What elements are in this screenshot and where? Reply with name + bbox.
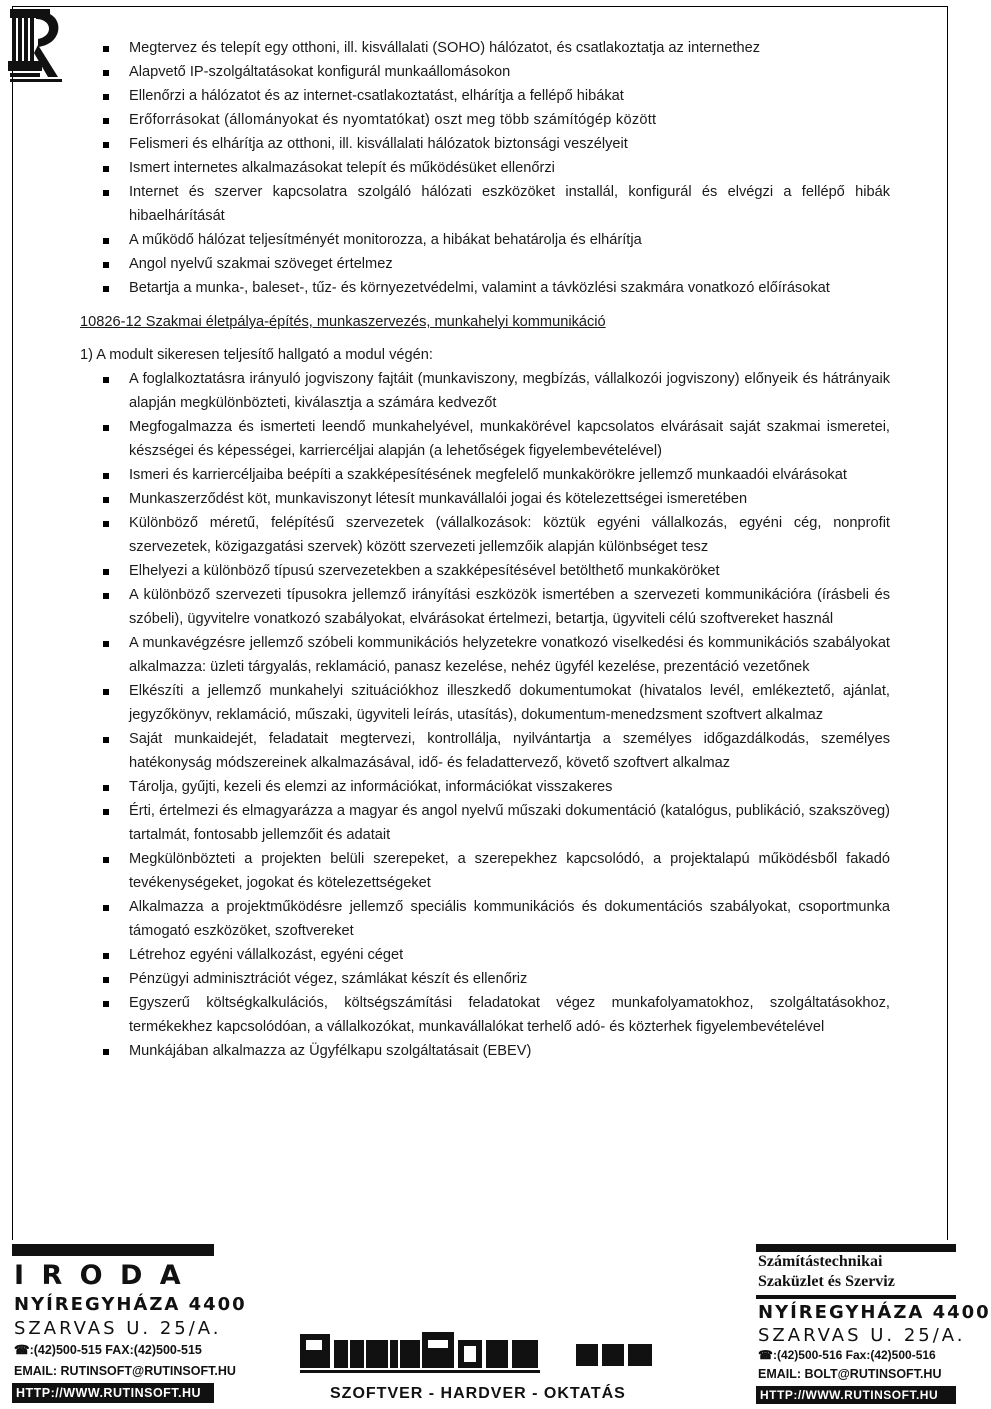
list-item: Elhelyezi a különböző típusú szervezetekben a szakképesítésével betölthető munkaköröket bbox=[80, 559, 890, 583]
list-item: Megfogalmazza és ismerteti leendő munkahelyével, munkakörével kapcsolatos elvárásait saját szakmai ismeretei, készségei és képességei, karriercéljai alapján (a lehetőségek figyelembevételével) bbox=[80, 415, 890, 463]
list-item: Ismert internetes alkalmazásokat telepít és működésüket ellenőrzi bbox=[80, 156, 890, 180]
list-item: Elkészíti a jellemző munkahelyi szituációkhoz illeszkedő dokumentumokat (hivatalos levél, emlékeztető, ajánlat, jegyzőkönyv, reklamáció, műszaki, ügyviteli leírás, utasítás), dokumentum-menedzsment szoftvert alkalmaz bbox=[80, 679, 890, 727]
list-item: Érti, értelmezi és elmagyarázza a magyar és angol nyelvű műszaki dokumentáció (katalógus, publikáció, szakszöveg) tartalmát, fontosabb jellemzőit és adatait bbox=[80, 799, 890, 847]
list-item: Saját munkaidejét, feladatait megtervezi, kontrollálja, nyilvántartja a személyes időgazdálkodás, személyes hatékonyság módszereinek alkalmazásával, idő- és feladattervező, követő szoftvert alkalmaz bbox=[80, 727, 890, 775]
list-item: Létrehoz egyéni vállalkozást, egyéni céget bbox=[80, 943, 890, 967]
list-item: Tárolja, gyűjti, kezeli és elemzi az információkat, információkat visszakeres bbox=[80, 775, 890, 799]
footer-left-title: I R O D A bbox=[14, 1260, 185, 1291]
list-item: Pénzügyi adminisztrációt végez, számlákat készít és ellenőriz bbox=[80, 967, 890, 991]
list-item: Angol nyelvű szakmai szöveget értelmez bbox=[80, 252, 890, 276]
list-item: A működő hálózat teljesítményét monitorozza, a hibákat behatárolja és elhárítja bbox=[80, 228, 890, 252]
footer-left-web: HTTP://WWW.RUTINSOFT.HU bbox=[12, 1383, 214, 1403]
footer-tagline: SZOFTVER - HARDVER - OKTATÁS bbox=[330, 1385, 626, 1402]
footer-left-street: SZARVAS U. 25/A. bbox=[14, 1318, 222, 1339]
list-item: Alapvető IP-szolgáltatásokat konfigurál munkaállomásokon bbox=[80, 60, 890, 84]
module-intro: 1) A modult sikeresen teljesítő hallgató a modul végén: bbox=[80, 347, 433, 363]
list-item: Ismeri és karriercéljaiba beépíti a szakképesítésének megfelelő munkakörökre jellemző munkaadói elvárásokat bbox=[80, 463, 890, 487]
footer-right-title-1: Számítástechnikai bbox=[758, 1253, 883, 1270]
footer-right-title-2: Szaküzlet és Szerviz bbox=[758, 1273, 895, 1290]
list-item: A munkavégzésre jellemző szóbeli kommunikációs helyzetekre vonatkozó viselkedési és kommunikációs szabályokat alkalmazza: üzleti tárgyalás, reklamáció, panasz kezelése, nehéz ügyfél kezelése, prezentáció vezetőnek bbox=[80, 631, 890, 679]
module-bullet-list bbox=[80, 367, 890, 1063]
footer-left-city: NYÍREGYHÁZA 4400 bbox=[14, 1294, 247, 1315]
footer-left-top-bar bbox=[12, 1244, 214, 1256]
letterhead-footer bbox=[0, 1240, 991, 1409]
list-item: Internet és szerver kapcsolatra szolgáló hálózati eszközöket installál, konfigurál és elvégzi a fellépő hibák hibaelhárítását bbox=[80, 180, 890, 228]
footer-right-street: SZARVAS U. 25/A. bbox=[758, 1325, 966, 1346]
rutinsoft-wordmark bbox=[300, 1328, 660, 1384]
page-frame-right bbox=[947, 6, 948, 1240]
section-heading: 10826-12 Szakmai életpálya-építés, munkaszervezés, munkahelyi kommunikáció bbox=[80, 314, 606, 330]
list-item: Alkalmazza a projektműködésre jellemző speciális kommunikációs és dokumentációs szabályokat, csoportmunka támogató eszközöket, szoftvereket bbox=[80, 895, 890, 943]
company-logo bbox=[8, 3, 66, 85]
list-item: Ellenőrzi a hálózatot és az internet-csatlakoztatást, elhárítja a fellépő hibákat bbox=[80, 84, 890, 108]
list-item: Megkülönbözteti a projekten belüli szerepeket, a szerepekhez kapcsolódó, a projektalapú működésből fakadó tevékenységeket, jogokat és kötelezettségeket bbox=[80, 847, 890, 895]
list-item: Munkaszerződést köt, munkaviszonyt létesít munkavállalói jogai és kötelezettségei ismeretében bbox=[80, 487, 890, 511]
footer-right-top-bar bbox=[756, 1244, 956, 1252]
page-frame-top bbox=[12, 6, 948, 7]
footer-right-web: HTTP://WWW.RUTINSOFT.HU bbox=[756, 1386, 956, 1404]
page-frame-left bbox=[12, 6, 13, 1240]
list-item: Erőforrásokat (állományokat és nyomtatókat) oszt meg több számítógép között bbox=[80, 108, 890, 132]
list-item: Betartja a munka-, baleset-, tűz- és környezetvédelmi, valamint a távközlési szakmára vonatkozó előírásokat bbox=[80, 276, 890, 300]
list-item: Felismeri és elhárítja az otthoni, ill. kisvállalati hálózatok biztonsági veszélyeit bbox=[80, 132, 890, 156]
footer-right-phone: ☎:(42)500-516 Fax:(42)500-516 bbox=[758, 1348, 936, 1362]
list-item: Egyszerű költségkalkulációs, költségszámítási feladatokat végez munkafolyamatokhoz, szolgáltatásokhoz, termékekhez kapcsolódóan, a vállalkozókat, munkavállalókat terhelő adó- és közterhek figyelembevételével bbox=[80, 991, 890, 1039]
document-body bbox=[80, 36, 890, 1063]
footer-left-email: EMAIL: RUTINSOFT@RUTINSOFT.HU bbox=[14, 1364, 236, 1378]
footer-right-divider bbox=[756, 1295, 956, 1299]
top-bullet-list bbox=[80, 36, 890, 300]
footer-right-email: EMAIL: BOLT@RUTINSOFT.HU bbox=[758, 1367, 942, 1381]
list-item: Munkájában alkalmazza az Ügyfélkapu szolgáltatásait (EBEV) bbox=[80, 1039, 890, 1063]
list-item: Megtervez és telepít egy otthoni, ill. kisvállalati (SOHO) hálózatot, és csatlakoztatja az internethez bbox=[80, 36, 890, 60]
footer-left-phone: ☎:(42)500-515 FAX:(42)500-515 bbox=[14, 1343, 202, 1357]
list-item: A foglalkoztatásra irányuló jogviszony fajtáit (munkaviszony, megbízás, vállalkozói jogviszony) előnyeik és hátrányaik alapján megkülönbözteti, kiválasztja a számára kedvezőt bbox=[80, 367, 890, 415]
list-item: A különböző szervezeti típusokra jellemző irányítási eszközök ismertében a szervezeti kommunikációra (írásbeli és szóbeli), ügyvitelre vonatkozó szabályokat, elvárásokat értelmezi, betartja, ügyviteli célú szoftvereket használ bbox=[80, 583, 890, 631]
footer-right-city: NYÍREGYHÁZA 4400 bbox=[758, 1302, 991, 1323]
list-item: Különböző méretű, felépítésű szervezetek (vállalkozások: köztük egyéni vállalkozás, egyéni cég, nonprofit szervezetek, közigazgatási szervek) között szervezeti jellemzőik alapján különbséget tesz bbox=[80, 511, 890, 559]
